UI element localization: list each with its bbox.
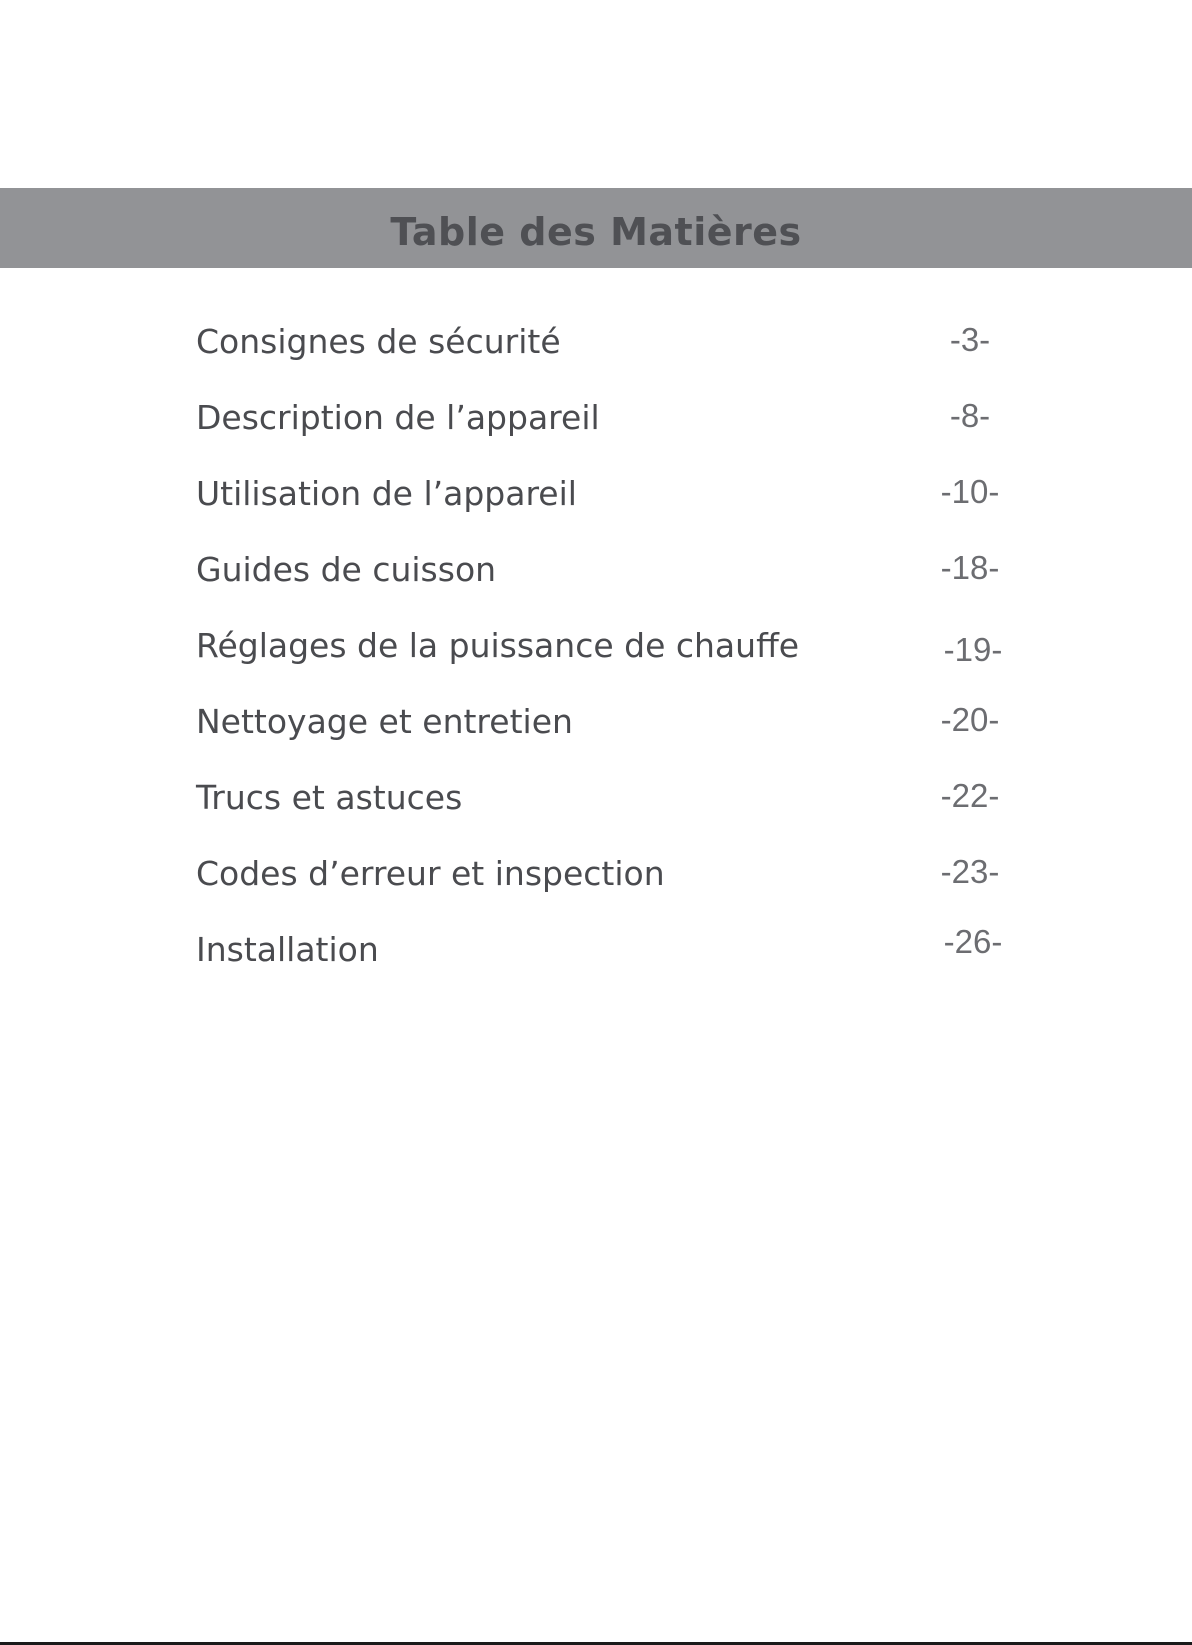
toc-entry — [196, 545, 1016, 595]
toc-entry-page: -20- — [940, 701, 1000, 738]
toc-entry-label: Installation — [196, 930, 379, 969]
toc-entry-label: Réglages de la puissance de chauffe — [196, 626, 800, 665]
toc-entry-page: -23- — [940, 853, 1000, 890]
toc-entry-page: -3- — [949, 321, 991, 358]
toc-entry-page: -22- — [940, 777, 1000, 814]
page-title: Table des Matières — [390, 210, 802, 254]
toc-entry — [196, 393, 1016, 443]
toc-entry-label: Guides de cuisson — [196, 550, 497, 589]
toc-entry-label: Utilisation de l’appareil — [196, 474, 577, 513]
toc-entry — [196, 925, 1016, 975]
toc-entry-label: Consignes de sécurité — [196, 322, 561, 361]
toc-entry — [196, 621, 1016, 671]
toc-entry — [196, 849, 1016, 899]
toc-entry-label: Trucs et astuces — [196, 778, 463, 817]
toc-entry-label: Nettoyage et entretien — [196, 702, 573, 741]
toc-entry-page: -10- — [940, 473, 1000, 510]
toc-entry — [196, 697, 1016, 747]
toc-entry-label: Codes d’erreur et inspection — [196, 854, 665, 893]
toc-entry — [196, 773, 1016, 823]
toc-entry-page: -26- — [943, 923, 1003, 960]
toc-entry-page: -8- — [949, 397, 991, 434]
toc-entry-page: -19- — [943, 631, 1003, 668]
toc-entry — [196, 469, 1016, 519]
toc-entry-label: Description de l’appareil — [196, 398, 600, 437]
toc-entry-page: -18- — [940, 549, 1000, 586]
toc-entry — [196, 317, 1016, 367]
